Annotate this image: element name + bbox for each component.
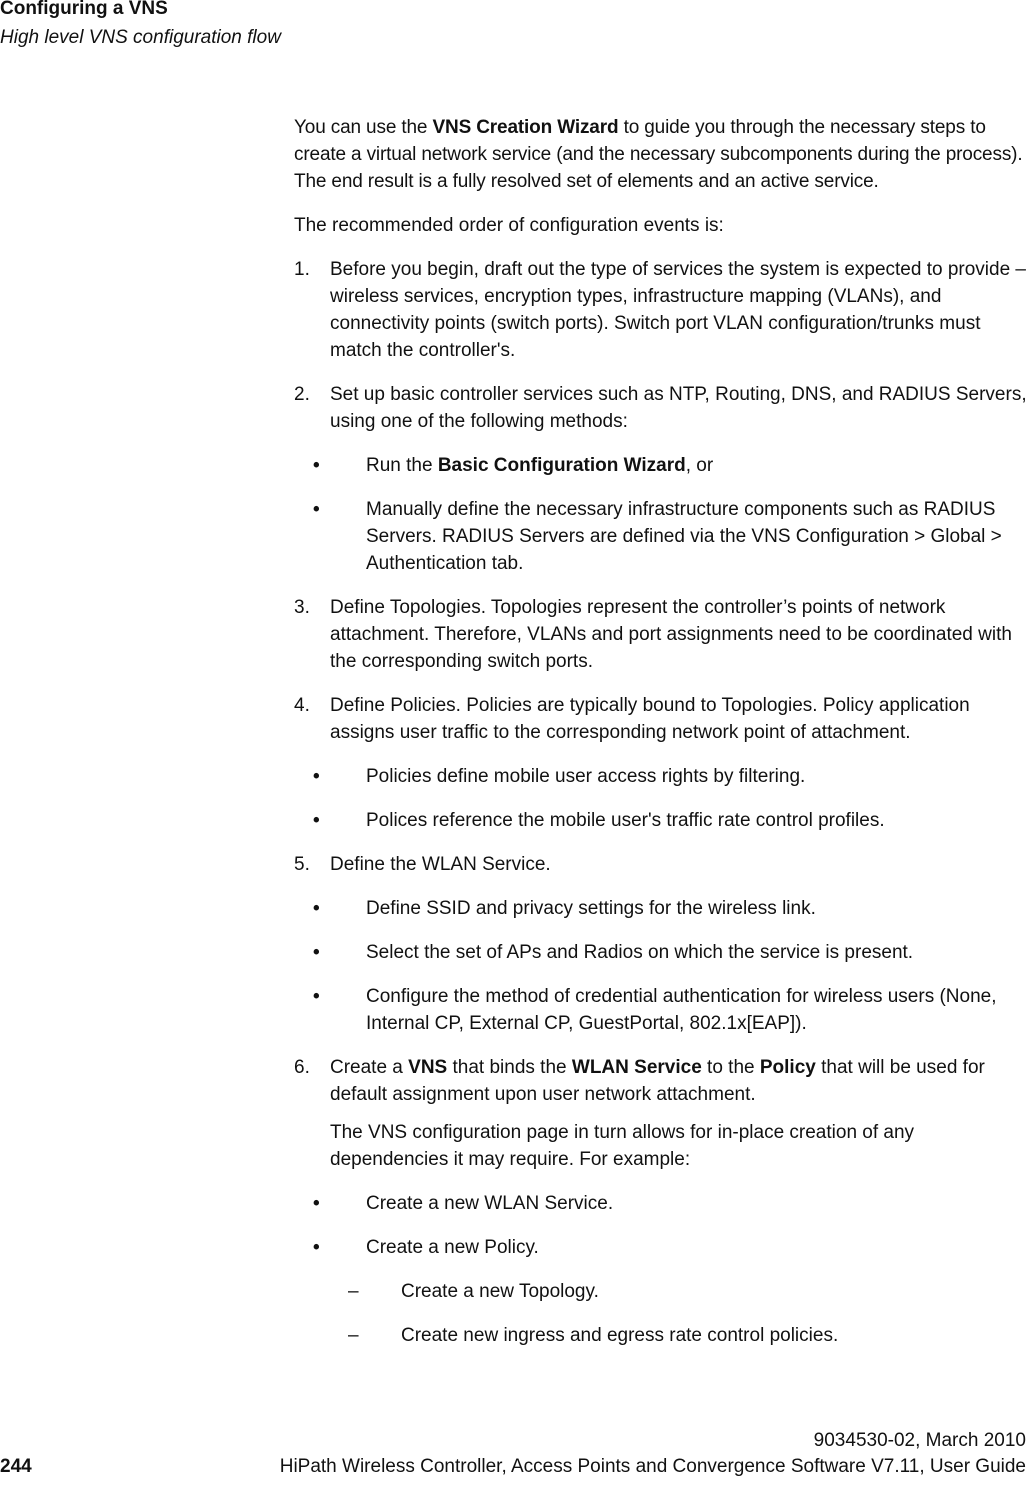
bullet-item: • Select the set of APs and Radios on which the service is present. xyxy=(294,939,1030,966)
step-number: 2. xyxy=(294,384,310,405)
bullet-item: • Polices reference the mobile user's traffic rate control profiles. xyxy=(294,807,1030,834)
bullet-item: • Manually define the necessary infrastructure components such as RADIUS Servers. RADIUS Servers are defined via the VNS Configuration > Global > Authentication tab. xyxy=(294,496,1030,577)
step-text: Set up basic controller services such as NTP, Routing, DNS, and RADIUS Servers, using one of the following methods: xyxy=(330,384,1027,432)
step-6: 6. Create a VNS that binds the WLAN Service to the Policy that will be used for default assignment upon user network attachment. xyxy=(294,1054,1030,1108)
step-number: 1. xyxy=(294,259,310,280)
step-3 xyxy=(294,594,1030,675)
bullet-icon: • xyxy=(313,898,320,919)
step-number: 4. xyxy=(294,695,310,716)
step-number: 6. xyxy=(294,1057,310,1078)
footer-doc-reference: 9034530-02, March 2010 xyxy=(813,1430,1026,1451)
step-text: Define the WLAN Service. xyxy=(330,854,551,875)
dash-icon: – xyxy=(348,1325,359,1346)
dash-icon: – xyxy=(348,1281,359,1302)
bullet-icon: • xyxy=(313,1193,320,1214)
step-5 xyxy=(294,851,1030,878)
footer-page-number: 244 xyxy=(0,1456,32,1477)
bullet-item: • Policies define mobile user access rights by filtering. xyxy=(294,763,1030,790)
vns-term: VNS xyxy=(408,1057,448,1078)
bullet-icon: • xyxy=(313,499,320,520)
bullet-icon: • xyxy=(313,1237,320,1258)
step-number: 5. xyxy=(294,854,310,875)
step-4 xyxy=(294,692,1030,746)
bullet-item: • Run the Basic Configuration Wizard, or xyxy=(294,452,1030,479)
bullet-item: • Configure the method of credential authentication for wireless users (None, Internal CP, External CP, GuestPortal, 802.1x[EAP]). xyxy=(294,983,1030,1037)
vns-creation-wizard-term: VNS Creation Wizard xyxy=(432,117,619,138)
dash-item: – Create a new Topology. xyxy=(294,1278,1030,1305)
bullet-icon: • xyxy=(313,455,320,476)
step-2 xyxy=(294,381,1030,435)
section-subtitle: High level VNS configuration flow xyxy=(0,27,281,48)
policy-term: Policy xyxy=(759,1057,816,1078)
step-number: 3. xyxy=(294,597,310,618)
dash-item: – Create new ingress and egress rate control policies. xyxy=(294,1322,1030,1349)
step-1 xyxy=(294,256,1030,364)
wlan-service-term: WLAN Service xyxy=(571,1057,702,1078)
bullet-icon: • xyxy=(313,766,320,787)
intro-paragraph: You can use the VNS Creation Wizard to guide you through the necessary steps to create a virtual network service (and the necessary subcomponents during the process). The end result is a fully resolved set of elements and an active service. xyxy=(294,117,1023,192)
bullet-icon: • xyxy=(313,810,320,831)
order-paragraph: The recommended order of configuration events is: xyxy=(294,215,724,236)
bullet-item: • Create a new WLAN Service. xyxy=(294,1190,1030,1217)
step-text: Define Topologies. Topologies represent the controller’s points of network attachment. Therefore, VLANs and port assignments need to be coordinated with the corresponding switch ports. xyxy=(330,597,1012,672)
bullet-item: • Define SSID and privacy settings for the wireless link. xyxy=(294,895,1030,922)
bullet-item: • Create a new Policy. xyxy=(294,1234,1030,1261)
bullet-icon: • xyxy=(313,942,320,963)
bullet-icon: • xyxy=(313,986,320,1007)
basic-configuration-wizard-term: Basic Configuration Wizard xyxy=(437,455,686,476)
footer-guide-title: HiPath Wireless Controller, Access Points and Convergence Software V7.11, User Guide xyxy=(279,1456,1026,1477)
step-text: Define Policies. Policies are typically bound to Topologies. Policy application assigns user traffic to the corresponding network point of attachment. xyxy=(330,695,970,743)
step-text: Before you begin, draft out the type of services the system is expected to provide – wireless services, encryption types, infrastructure mapping (VLANs), and connectivity points (switch ports). Switch port VLAN configuration/trunks must match the controller's. xyxy=(330,259,1026,361)
step-6-note: The VNS configuration page in turn allows for in-place creation of any dependencies it may require. For example: xyxy=(330,1122,915,1170)
section-title: Configuring a VNS xyxy=(0,0,168,19)
document-body xyxy=(294,114,1030,1349)
